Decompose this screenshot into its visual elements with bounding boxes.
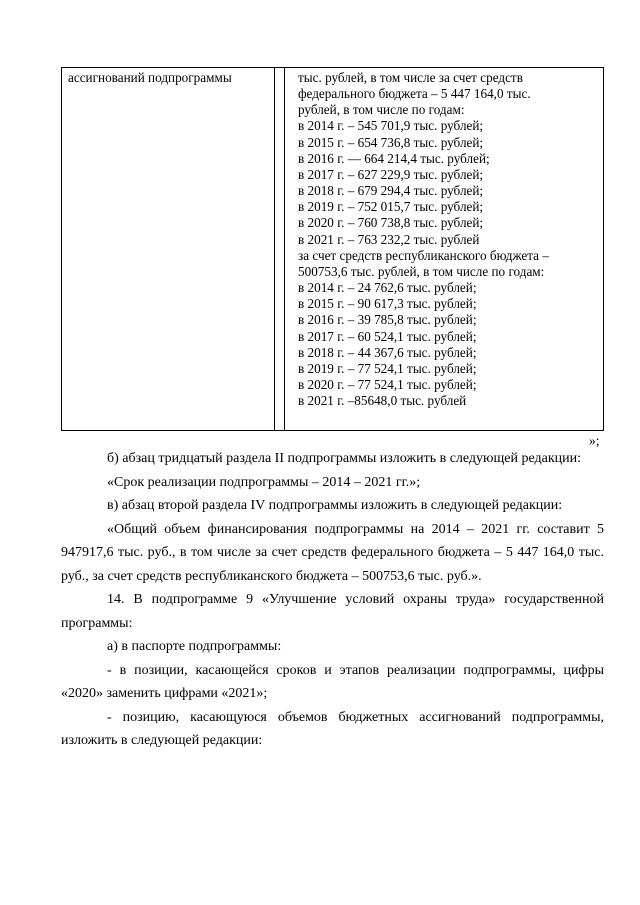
table-line: в 2016 г. — 664 214,4 тыс. рублей; <box>298 150 490 166</box>
table-line: в 2017 г. – 627 229,9 тыс. рублей; <box>298 166 484 182</box>
passport-table <box>61 67 604 431</box>
closing-quote: »; <box>589 433 600 448</box>
paragraph: - в позиции, касающейся сроков и этапов реализации подпрограммы, цифры «2020» заменить цифрами «2021»; <box>61 662 604 701</box>
table-line: в 2015 г. – 654 736,8 тыс. рублей; <box>298 134 484 150</box>
document-body <box>61 447 604 753</box>
table-left-cell: ассигнований подпрограммы <box>68 70 232 85</box>
table-line: в 2014 г. – 24 762,6 тыс. рублей; <box>298 280 477 296</box>
table-right-cell <box>298 70 598 409</box>
table-line: в 2020 г. – 760 738,8 тыс. рублей; <box>298 215 484 231</box>
table-line: в 2018 г. – 44 367,6 тыс. рублей; <box>298 344 477 360</box>
paragraph: б) абзац тридцатый раздела II подпрограммы изложить в следующей редакции: <box>107 451 582 466</box>
column-divider <box>284 68 285 430</box>
table-line: в 2016 г. – 39 785,8 тыс. рублей; <box>298 312 477 328</box>
paragraph: 14. В подпрограмме 9 «Улучшение условий охраны труда» государственной программы: <box>61 592 604 631</box>
paragraph: а) в паспорте подпрограммы: <box>107 639 282 654</box>
table-line: рублей, в том числе по годам: <box>298 102 465 118</box>
table-line: в 2017 г. – 60 524,1 тыс. рублей; <box>298 328 477 344</box>
paragraph: «Общий объем финансирования подпрограммы на 2014 – 2021 гг. составит 5 947917,6 тыс. руб., в том числе за счет средств федерального бюджета – 5 447 164,0 тыс. руб., за счет средств республиканского бюджета – 500753,6 тыс. руб.». <box>61 521 604 584</box>
table-line: в 2021 г. – 763 232,2 тыс. рублей <box>298 231 480 247</box>
paragraph: в) абзац второй раздела IV подпрограммы изложить в следующей редакции: <box>107 498 563 513</box>
table-line: в 2019 г. – 752 015,7 тыс. рублей; <box>298 199 484 215</box>
table-line: за счет средств республиканского бюджета – <box>298 247 549 263</box>
table-line: 500753,6 тыс. рублей, в том числе по годам: <box>298 263 545 279</box>
paragraph: «Срок реализации подпрограммы – 2014 – 2021 гг.»; <box>107 474 421 490</box>
table-line: федерального бюджета – 5 447 164,0 тыс. <box>298 86 531 102</box>
table-line: в 2021 г. –85648,0 тыс. рублей <box>298 393 467 409</box>
table-line: в 2018 г. – 679 294,4 тыс. рублей; <box>298 183 484 199</box>
table-line: в 2015 г. – 90 617,3 тыс. рублей; <box>298 296 477 312</box>
paragraph: - позицию, касающуюся объемов бюджетных ассигнований подпрограммы, изложить в следующей редакции: <box>61 709 604 748</box>
table-line: тыс. рублей, в том числе за счет средств <box>298 70 523 85</box>
table-line: в 2019 г. – 77 524,1 тыс. рублей; <box>298 360 477 376</box>
table-line: в 2020 г. – 77 524,1 тыс. рублей; <box>298 376 477 392</box>
column-divider <box>274 68 275 430</box>
table-line: в 2014 г. – 545 701,9 тыс. рублей; <box>298 118 484 134</box>
